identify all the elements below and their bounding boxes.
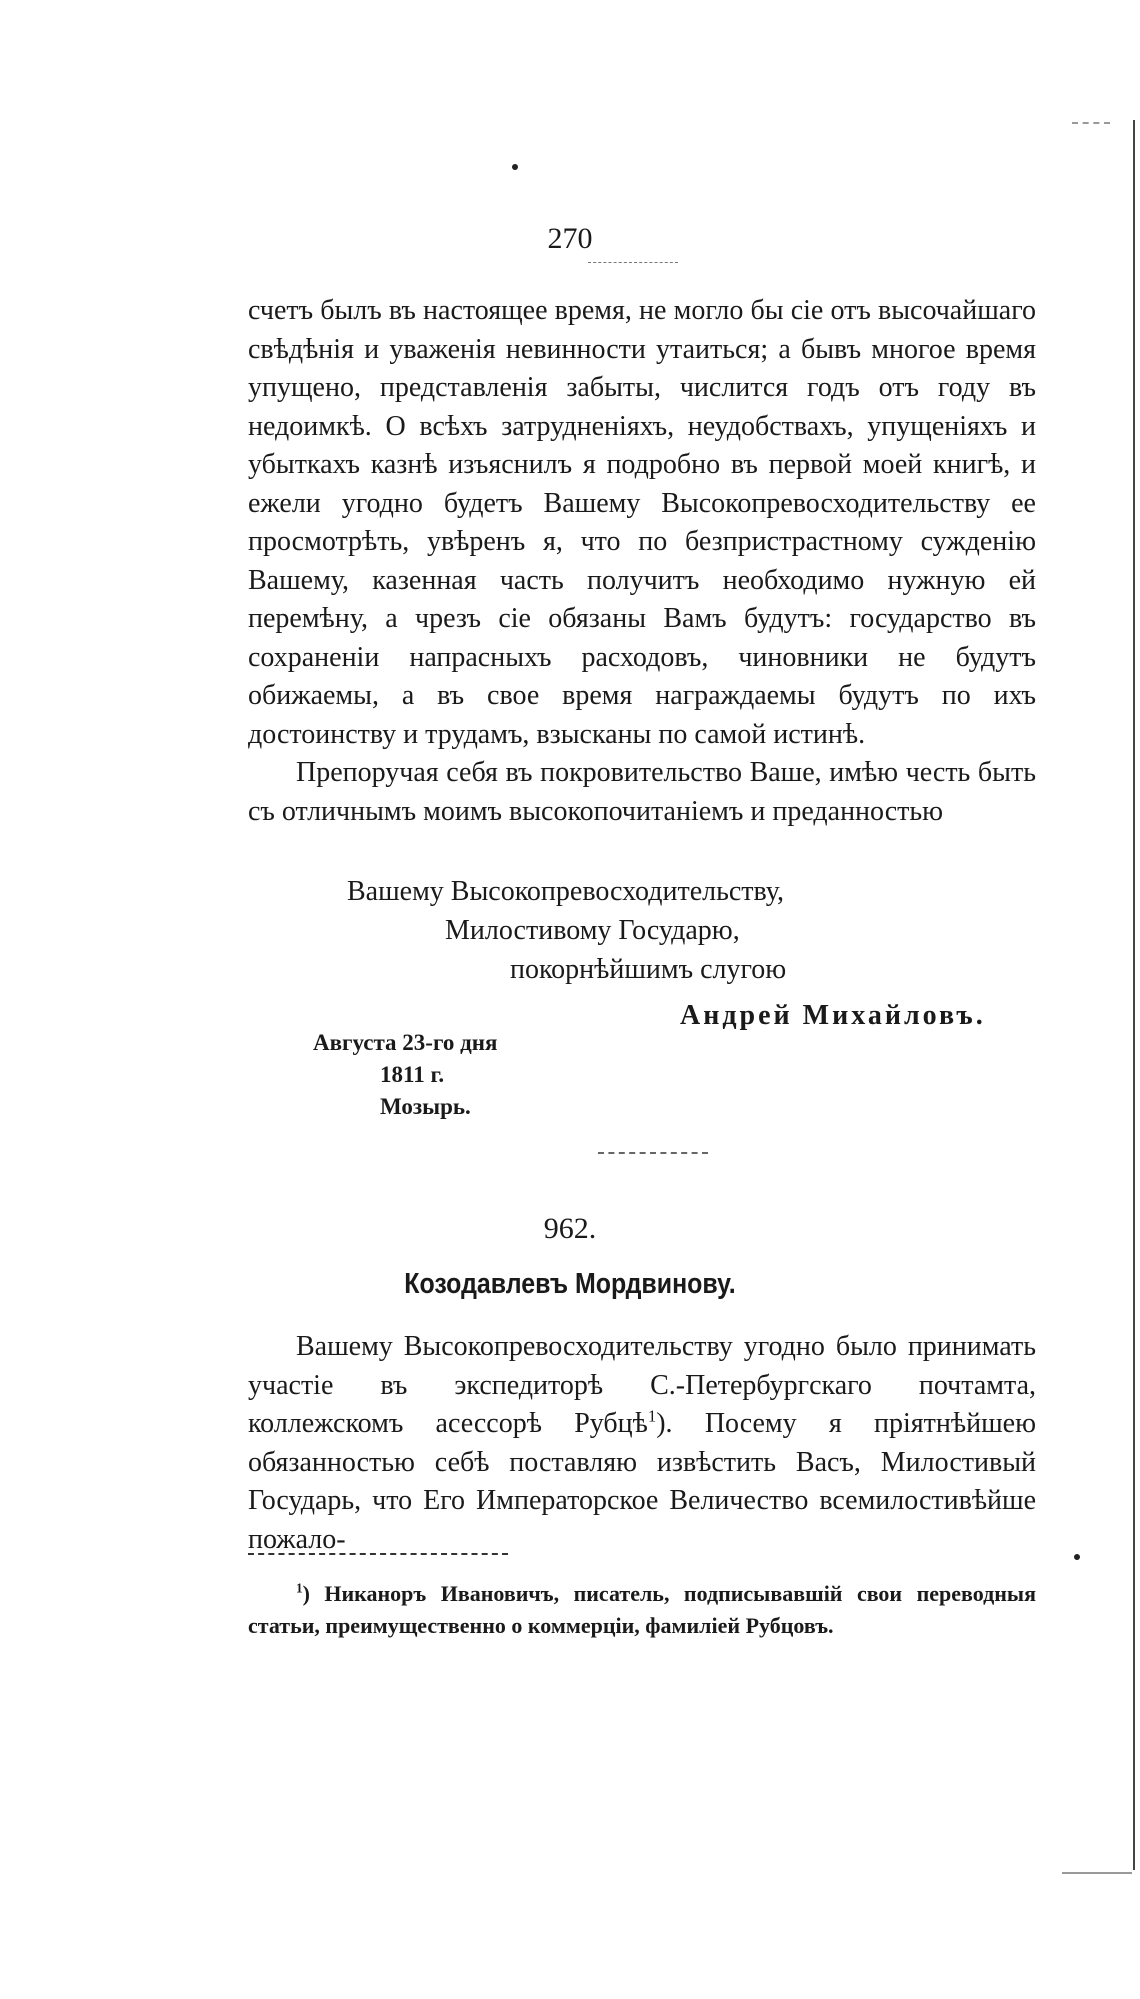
section-divider: [598, 1152, 708, 1154]
page-number: 270: [547, 222, 593, 255]
date-line: Августа 23-го дня: [313, 1030, 498, 1055]
scan-edge-dash-top: [1072, 122, 1110, 124]
letter-number: 962.: [543, 1212, 597, 1245]
page-number-rule: [588, 262, 678, 263]
paragraph-text: Вашему Высокопревосходительству угодно было принимать участіе въ экспедиторѣ С.-Петербургскаго почтамта, коллежскомъ асессорѣ Рубцѣ: [248, 1331, 1036, 1439]
signature: Андрей Михайловъ.: [680, 1000, 986, 1031]
letter-title: Козодавлевъ Мордвинову.: [404, 1268, 736, 1300]
date-line: 1811 г.: [380, 1062, 445, 1087]
letter-paragraph: счетъ былъ въ настоящее время, не могло бы сіе отъ высочайшаго свѣдѣнія и уваженія невинности утаиться; а бывъ многое время упущено, представленія забыты, числится годъ отъ году въ недоимкѣ. О всѣхъ затрудненіяхъ, неудобствахъ, упущеніяхъ и убыткахъ казнѣ изъяснилъ я подробно въ первой моей книгѣ, и ежели угодно будетъ Вашему Высокопревосходительству ее просмотрѣть, увѣренъ я, что по безпристрастному сужденію Вашему, казенная часть получитъ необходимо нужную ей перемѣну, а чрезъ сіе обязаны Вамъ будутъ: государство въ сохраненіи напрасныхъ расходовъ, чиновники не будутъ обижаемы, а въ свое время награждаемы будутъ по ихъ достоинству и трудамъ, взысканы по самой истинѣ.: [248, 295, 1036, 750]
closing-line: Милостивому Государю,: [445, 915, 740, 946]
letter-body: [248, 292, 1036, 831]
paragraph-text: ). Посему я пріятнѣйшею обязанностью себѣ поставляю извѣстить Васъ, Милостивый Государь, что Его Императорское Величество всемилостивѣйше пожало-: [248, 1408, 1036, 1555]
scan-edge-dash-bottom: [1062, 1872, 1132, 1874]
footnote-marker: 1: [296, 1580, 303, 1596]
closing-line: Вашему Высокопревосходительству,: [347, 876, 784, 907]
closing-line: покорнѣйшимъ слугою: [510, 954, 787, 985]
letter-paragraph: Препоручая себя въ покровительство Ваше, имѣю честь быть съ отличнымъ моимъ высокопочитаніемъ и преданностью: [248, 757, 1036, 827]
scan-speck: [1074, 1554, 1080, 1560]
footnote: [248, 1578, 1036, 1642]
scan-speck: [512, 164, 518, 170]
date-line: Мозырь.: [380, 1094, 471, 1119]
footnote-paragraph: [248, 1578, 1036, 1642]
footnote-text: ) Никаноръ Ивановичъ, писатель, подписывавшій свои переводныя статьи, преимущественно о коммерціи, фамиліей Рубцовъ.: [248, 1581, 1036, 1638]
footnote-rule: [248, 1553, 508, 1555]
footnote-marker: 1: [647, 1406, 657, 1426]
letter-body: [248, 1328, 1036, 1559]
scan-edge-line: [1133, 120, 1135, 1870]
letter-paragraph: [248, 1328, 1036, 1559]
